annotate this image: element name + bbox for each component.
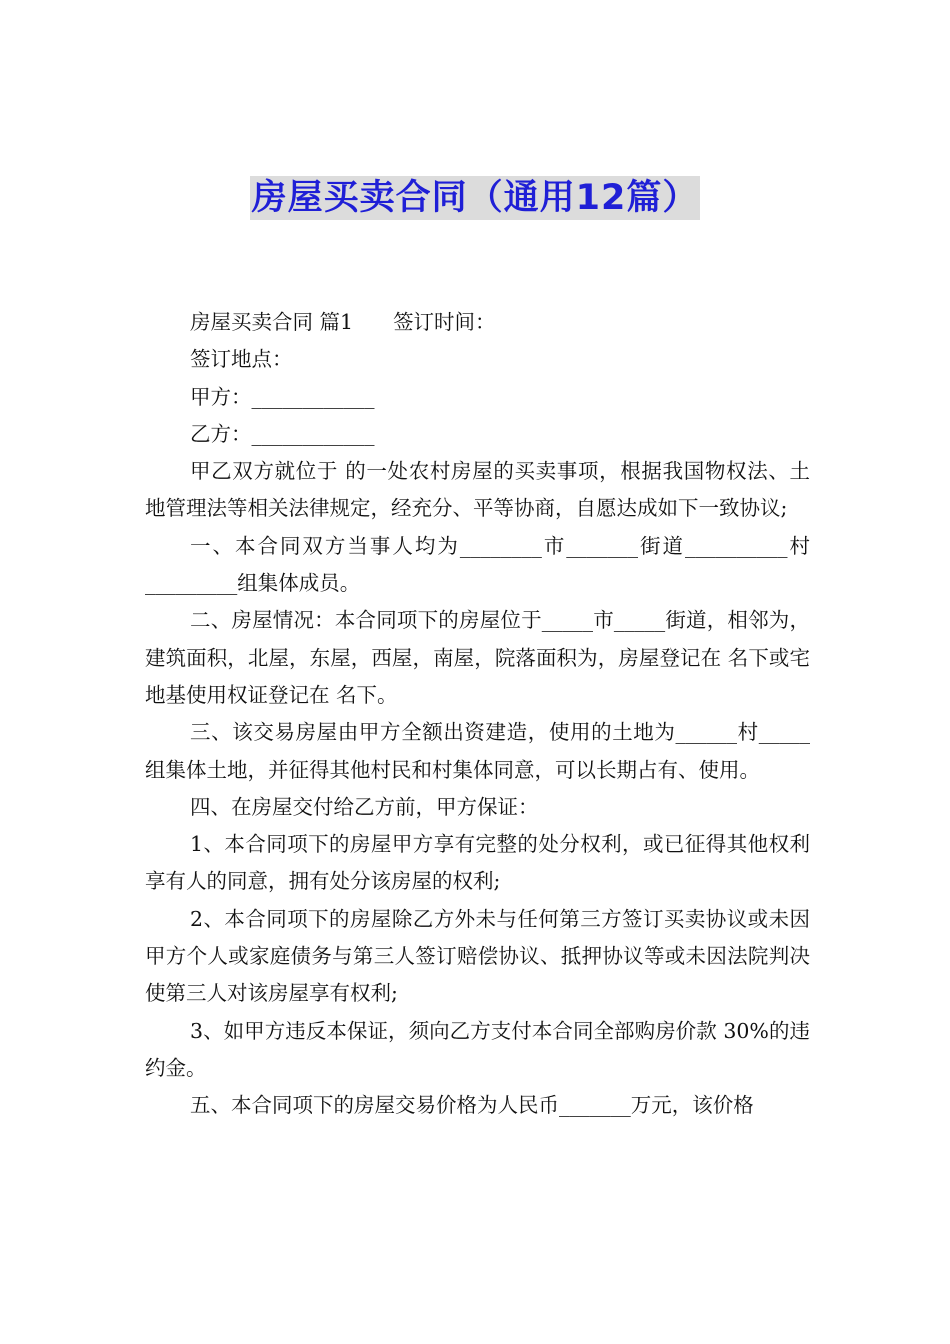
paragraph: 四、在房屋交付给乙方前，甲方保证： — [190, 794, 539, 819]
paragraph: 2、本合同项下的房屋除乙方外未与任何第三方签订买卖协议或未因甲方个人或家庭债务与第三人签订赔偿协议、抵押协议等或未因法院判决使第三人对该房屋享有权利; — [145, 906, 810, 1006]
paragraph: 二、房屋情况：本合同项下的房屋位于_____市_____街道，相邻为，建筑面积，北屋，东屋，西屋，南屋，院落面积为，房屋登记在 名下或宅地基使用权证登记在 名下。 — [145, 608, 810, 707]
paragraph: 五、本合同项下的房屋交易价格为人民币_______万元，该价格 — [190, 1093, 754, 1118]
party-a-line: 甲方：____________ — [190, 384, 375, 409]
paragraph: 1、本合同项下的房屋甲方享有完整的处分权利，或已征得其他权利享有人的同意，拥有处分该房屋的权利; — [145, 832, 810, 894]
paragraph: 甲乙双方就位于 的一处农村房屋的买卖事项，根据我国物权法、土地管理法等相关法律规定，经充分、平等协商，自愿达成如下一致协议; — [145, 459, 810, 521]
sign-time-label: 签订时间： — [393, 310, 496, 334]
party-b-line: 乙方：____________ — [190, 421, 375, 446]
paragraph: 三、该交易房屋由甲方全额出资建造，使用的土地为______村_____组集体土地，并征得其他村民和村集体同意，可以长期占有、使用。 — [145, 720, 810, 782]
paragraph: 3、如甲方违反本保证，须向乙方支付本合同全部购房价款 30%的违约金。 — [145, 1018, 810, 1080]
title-container — [0, 176, 950, 220]
section-heading: 房屋买卖合同 篇1 — [190, 310, 354, 334]
document-title: 房屋买卖合同（通用12篇） — [251, 178, 699, 218]
document-body — [145, 304, 810, 1125]
sign-place-line: 签订地点： — [190, 347, 293, 372]
section-heading-line — [145, 304, 810, 341]
paragraph: 一、本合同双方当事人均为________市_______街道__________村_________组集体成员。 — [145, 533, 810, 596]
